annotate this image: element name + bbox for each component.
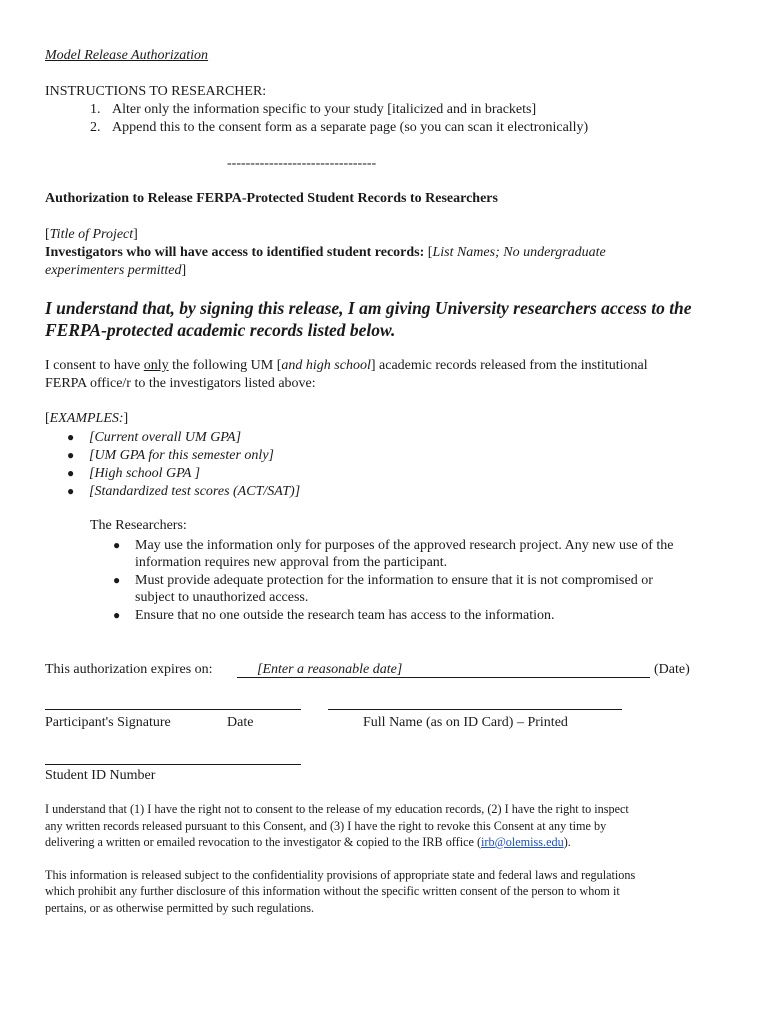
expiry-label: This authorization expires on: [45, 662, 213, 677]
instruction-text: Append this to the consent form as a separate page (so you can scan it electronically) [112, 120, 589, 135]
date-label: Date [227, 715, 254, 730]
example-item [67, 464, 200, 483]
consent-text: ] academic records released from the institutional [370, 358, 648, 373]
consent-high-school: and high school [281, 358, 371, 373]
document-title: Model Release Authorization [45, 48, 209, 63]
participant-signature-label: Participant's Signature [45, 715, 171, 730]
investigators-line [45, 244, 606, 262]
instruction-item [90, 119, 588, 137]
bullet-icon: ● [67, 484, 75, 498]
instruction-number: 2. [90, 120, 101, 135]
example-text: [Standardized test scores (ACT/SAT)] [89, 484, 301, 499]
student-id-line[interactable] [45, 764, 301, 765]
consent-only: only [143, 358, 169, 373]
expiry-date-underline [237, 677, 650, 678]
expiry-date-suffix: (Date) [654, 662, 690, 677]
confidentiality-line1: This information is released subject to the confidentiality provisions of appropriate state and federal laws and regulations [45, 868, 636, 882]
example-text: [Current overall UM GPA] [89, 430, 242, 445]
rights-line1: I understand that (1) I have the right not to consent to the release of my education records, (2) I have the right to inspect [45, 802, 629, 816]
signature-line[interactable] [45, 709, 301, 710]
researcher-text: May use the information only for purposes of the approved research project. Any new use of the [135, 538, 674, 553]
bracket: [ [45, 411, 50, 426]
rights-text: ). [563, 835, 571, 849]
bullet-icon: ● [113, 608, 121, 622]
consent-line1 [45, 357, 648, 375]
researcher-text-continued: information requires new approval from the participant. [135, 555, 448, 570]
bullet-icon: ● [113, 573, 121, 587]
bracket: [ [45, 227, 50, 242]
rights-text: delivering a written or emailed revocation to the investigator & copied to the IRB office ( [45, 835, 482, 849]
bullet-icon: ● [67, 466, 75, 480]
full-name-label: Full Name (as on ID Card) – Printed [363, 715, 568, 730]
researcher-text: Must provide adequate protection for the information to ensure that it is not compromised or [135, 573, 653, 588]
researcher-item [113, 571, 653, 590]
example-text: [High school GPA ] [89, 466, 201, 481]
researchers-heading: The Researchers: [90, 518, 187, 533]
instructions-heading: INSTRUCTIONS TO RESEARCHER: [45, 84, 267, 99]
consent-text: I consent to have [45, 358, 144, 373]
bullet-icon: ● [67, 430, 75, 444]
project-title: Title of Project [49, 227, 134, 242]
example-item [67, 446, 274, 465]
consent-line2: FERPA office/r to the investigators listed above: [45, 376, 316, 391]
investigators-value: List Names; No undergraduate [432, 245, 606, 260]
section-divider: -------------------------------- [227, 156, 377, 171]
investigators-value-continued: experimenters permitted [45, 263, 182, 278]
examples-label: EXAMPLES: [49, 411, 124, 426]
expiry-date-field[interactable]: [Enter a reasonable date] [257, 662, 403, 677]
instruction-number: 1. [90, 102, 101, 117]
example-text: [UM GPA for this semester only] [89, 448, 274, 463]
researcher-text-continued: subject to unauthorized access. [135, 590, 309, 605]
understanding-statement-line2: FERPA-protected academic records listed below. [45, 320, 396, 340]
example-item [67, 482, 300, 501]
researcher-item [113, 536, 673, 555]
investigators-label: Investigators who will have access to identified student records: [45, 245, 425, 260]
instruction-item [90, 101, 536, 119]
consent-text: the following UM [ [168, 358, 282, 373]
examples-heading [45, 410, 128, 428]
researcher-text: Ensure that no one outside the research team has access to the information. [135, 608, 555, 623]
bullet-icon: ● [67, 448, 75, 462]
project-title-placeholder [45, 226, 138, 244]
instruction-text: Alter only the information specific to your study [italicized and in brackets] [112, 102, 537, 117]
bullet-icon: ● [113, 538, 121, 552]
authorization-heading: Authorization to Release FERPA-Protected Student Records to Researchers [45, 191, 498, 206]
confidentiality-line3: pertains, or as otherwise permitted by such regulations. [45, 901, 315, 915]
rights-line2: any written records released pursuant to this Consent, and (3) I have the right to revoke this Consent at any time by [45, 819, 607, 833]
bracket: ] [133, 227, 138, 242]
rights-line3 [45, 834, 571, 851]
bracket: [ [424, 245, 433, 260]
researcher-item [113, 606, 554, 625]
bracket: ] [181, 263, 187, 278]
understanding-statement-line1: I understand that, by signing this release, I am giving University researchers access to the [45, 298, 692, 318]
confidentiality-line2: which prohibit any further disclosure of this information without the specific written consent of the person to whom it [45, 884, 620, 898]
student-id-label: Student ID Number [45, 768, 156, 783]
investigators-line-2 [45, 262, 186, 280]
bracket: ] [123, 411, 129, 426]
irb-email-link[interactable]: irb@olemiss.edu [481, 835, 564, 849]
full-name-line[interactable] [328, 709, 622, 710]
example-item [67, 428, 241, 447]
